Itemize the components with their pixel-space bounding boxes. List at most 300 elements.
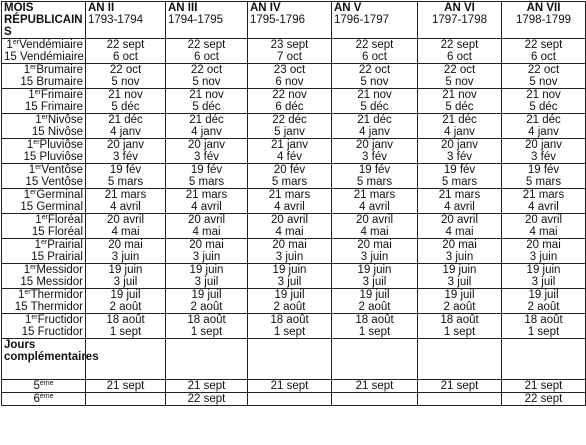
date-first-day: 21 mars (353, 189, 396, 201)
month-mid-day-label (4, 126, 83, 138)
date-cell (86, 214, 166, 239)
date-mid-day: 4 mai (111, 226, 140, 238)
date-mid-day: 4 mai (275, 226, 304, 238)
day-number: 15 (20, 201, 34, 213)
date-first-day: 22 sept (355, 39, 394, 51)
date-cell (166, 64, 248, 89)
month-mid-day-label (4, 151, 83, 163)
date-cell (86, 139, 166, 164)
header-year-an-ii (86, 2, 166, 39)
date-cell (418, 164, 502, 189)
month-first-day-label (4, 64, 83, 76)
month-row (2, 139, 586, 164)
month-name: Frimaire (40, 89, 83, 101)
date-mid-day: 4 mai (445, 226, 474, 238)
date-mid-day: 3 juin (192, 251, 221, 263)
day-number: 15 (4, 51, 17, 63)
date-mid-day: 3 juil (362, 276, 387, 288)
date-mid-day: 2 août (527, 301, 560, 313)
month-row (2, 214, 586, 239)
month-name: Brumaire (36, 76, 83, 88)
header-label-line: MOIS (4, 2, 34, 14)
date-mid-day: 3 juin (360, 251, 389, 263)
date-mid-day: 3 juin (275, 251, 304, 263)
month-name: Pluviôse (39, 139, 83, 151)
date-first-day: 21 nov (526, 89, 561, 101)
empty-cell (248, 339, 332, 380)
day-number: 15 (24, 101, 38, 113)
date-first-day: 19 juin (272, 264, 307, 276)
date-cell (502, 39, 586, 64)
date-mid-day: 4 fév (277, 151, 302, 163)
date-mid-day: 5 déc (192, 101, 221, 113)
month-mid-day-label (4, 176, 83, 188)
date-mid-day: 3 juin (111, 251, 140, 263)
date-cell (166, 214, 248, 239)
day-ordinal: er (40, 239, 48, 246)
date-cell (86, 314, 166, 339)
date-cell: 21 sept (86, 380, 166, 393)
date-first-day: 18 août (524, 314, 563, 326)
day-ordinal: er (41, 214, 48, 221)
date-first-day: 21 mars (268, 189, 311, 201)
day-ordinal: er (30, 64, 37, 71)
day-ordinal: er (12, 39, 20, 46)
month-label (2, 289, 86, 314)
month-first-day-label (4, 214, 83, 226)
year-name: AN V (334, 2, 362, 14)
date-cell (166, 314, 248, 339)
month-name: Floréal (47, 214, 83, 226)
month-label (2, 139, 86, 164)
date-first-day: 19 juil (274, 289, 305, 301)
date-cell (248, 189, 332, 214)
date-cell (166, 189, 248, 214)
day-number: 15 (21, 326, 35, 338)
year-range: 1794-1795 (168, 14, 223, 26)
date-mid-day: 1 sept (443, 326, 476, 338)
month-mid-day-label (4, 251, 83, 263)
month-mid-day-label (4, 201, 83, 213)
date-first-day: 20 avril (187, 214, 226, 226)
date-mid-day: 3 fév (447, 151, 472, 163)
date-first-day: 22 oct (190, 64, 223, 76)
date-mid-day: 1 sept (527, 326, 560, 338)
month-name: Ventôse (41, 164, 83, 176)
date-mid-day: 3 fév (113, 151, 138, 163)
month-first-day-label (4, 314, 83, 326)
complementary-header-row (2, 339, 586, 380)
date-mid-day: 4 janv (444, 126, 475, 138)
date-first-day: 18 août (355, 314, 394, 326)
day-ordinal: er (30, 264, 37, 271)
date-first-day: 22 nov (272, 89, 307, 101)
date-mid-day: 5 nov (445, 76, 474, 88)
date-cell (332, 139, 418, 164)
day-ordinal: ème (39, 393, 54, 400)
republican-calendar-table (1, 1, 586, 406)
date-first-day: 22 sept (106, 39, 145, 51)
date-first-day: 21 nov (442, 89, 477, 101)
date-cell (502, 264, 586, 289)
empty-cell (332, 339, 418, 380)
date-cell (502, 289, 586, 314)
month-name: Thermidor (30, 301, 83, 313)
month-name: Prairial (47, 251, 83, 263)
date-cell (502, 89, 586, 114)
date-first-day: 20 avril (524, 214, 563, 226)
month-name: Frimaire (40, 101, 83, 113)
date-first-day: 21 mars (522, 189, 565, 201)
date-first-day: 20 janv (106, 139, 145, 151)
date-mid-day: 4 avril (359, 201, 390, 213)
date-cell (332, 189, 418, 214)
date-cell (332, 89, 418, 114)
date-mid-day: 3 juil (531, 276, 556, 288)
month-first-day-label (4, 239, 83, 251)
month-label (2, 314, 86, 339)
date-cell (332, 289, 418, 314)
year-range: 1795-1796 (250, 14, 305, 26)
date-cell (248, 314, 332, 339)
date-cell: 21 sept (248, 380, 332, 393)
date-first-day: 22 déc (272, 114, 307, 126)
month-mid-day-label (4, 276, 83, 288)
date-mid-day: 4 janv (191, 126, 222, 138)
date-cell (86, 164, 166, 189)
day-number: 1 (23, 264, 31, 276)
day-ordinal: er (35, 164, 42, 171)
complementary-day-row (2, 380, 586, 393)
date-cell (332, 64, 418, 89)
date-mid-day: 5 nov (529, 76, 558, 88)
date-first-day: 19 juil (191, 289, 222, 301)
date-mid-day: 2 août (109, 301, 142, 313)
year-name: AN IV (250, 2, 281, 14)
month-label (2, 214, 86, 239)
header-year-an-v (332, 2, 418, 39)
date-first-day: 23 sept (270, 39, 309, 51)
date-cell (418, 214, 502, 239)
date-cell (502, 314, 586, 339)
month-row (2, 64, 586, 89)
header-month-label (2, 2, 86, 39)
date-cell (86, 264, 166, 289)
month-label (2, 39, 86, 64)
month-name: Fructidor (37, 314, 83, 326)
date-first-day: 23 oct (273, 64, 306, 76)
day-number: 15 (20, 276, 34, 288)
date-first-day: 21 mars (185, 189, 228, 201)
day-number: 5 (33, 380, 40, 392)
header-year-an-vi (418, 2, 502, 39)
date-first-day: 21 déc (357, 114, 392, 126)
month-mid-day-label (4, 101, 83, 113)
day-number: 1 (17, 289, 25, 301)
month-row (2, 89, 586, 114)
day-number: 6 (33, 393, 40, 405)
date-first-day: 19 juin (189, 264, 224, 276)
day-ordinal: er (31, 314, 38, 321)
date-first-day: 20 janv (355, 139, 394, 151)
day-number: 1 (34, 239, 41, 251)
month-name: Pluviôse (39, 151, 83, 163)
month-name: Nivôse (47, 126, 83, 138)
month-first-day-label (4, 164, 83, 176)
date-mid-day: 4 avril (110, 201, 141, 213)
date-first-day: 19 juin (357, 264, 392, 276)
date-cell (248, 393, 332, 406)
date-mid-day: 5 janv (274, 126, 305, 138)
date-first-day: 22 oct (443, 64, 476, 76)
date-cell (248, 64, 332, 89)
month-row (2, 164, 586, 189)
date-first-day: 19 juin (526, 264, 561, 276)
date-cell (332, 164, 418, 189)
month-mid-day-label (4, 226, 83, 238)
month-label (2, 239, 86, 264)
month-name: Vendémiaire (19, 39, 83, 51)
month-row (2, 114, 586, 139)
date-cell (86, 89, 166, 114)
day-number: 1 (26, 139, 34, 151)
date-cell: 22 sept (166, 393, 248, 406)
date-mid-day: 1 sept (109, 326, 142, 338)
date-mid-day: 6 oct (447, 51, 472, 63)
date-mid-day: 5 nov (360, 76, 389, 88)
date-cell (166, 239, 248, 264)
month-name: Brumaire (36, 64, 83, 76)
month-first-day-label (4, 89, 83, 101)
date-mid-day: 5 déc (529, 101, 558, 113)
date-first-day: 19 juil (528, 289, 559, 301)
date-cell (86, 393, 166, 406)
date-first-day: 21 déc (108, 114, 143, 126)
date-cell (166, 89, 248, 114)
day-number: 15 (31, 226, 45, 238)
date-first-day: 20 mai (108, 239, 143, 251)
day-number: 15 (14, 301, 28, 313)
date-cell (166, 139, 248, 164)
date-first-day: 20 janv (440, 139, 479, 151)
day-number: 15 (31, 126, 45, 138)
month-mid-day-label (4, 326, 83, 338)
date-mid-day: 6 déc (275, 101, 304, 113)
date-mid-day: 3 juil (447, 276, 472, 288)
day-number: 15 (31, 251, 44, 263)
year-range: 1796-1797 (334, 14, 389, 26)
month-row (2, 39, 586, 64)
date-first-day: 22 oct (527, 64, 560, 76)
date-first-day: 22 oct (109, 64, 142, 76)
date-cell (502, 64, 586, 89)
header-label-line: S (4, 26, 12, 38)
year-range: 1793-1794 (88, 14, 143, 26)
date-cell (502, 214, 586, 239)
date-cell (332, 214, 418, 239)
date-first-day: 21 nov (189, 89, 224, 101)
day-number: 15 (20, 76, 34, 88)
date-mid-day: 5 mars (356, 176, 393, 188)
date-cell (418, 314, 502, 339)
date-mid-day: 6 oct (531, 51, 556, 63)
date-mid-day: 5 mars (271, 176, 308, 188)
month-name: Ventôse (41, 176, 83, 188)
date-mid-day: 6 oct (113, 51, 138, 63)
complementary-days-label: Jours complémentaires (2, 339, 86, 380)
month-first-day-label (4, 264, 83, 276)
date-cell (166, 264, 248, 289)
day-number: 1 (23, 64, 31, 76)
date-mid-day: 6 oct (194, 51, 219, 63)
date-mid-day: 4 janv (110, 126, 141, 138)
date-first-day: 20 mai (442, 239, 477, 251)
month-name: Vendémiaire (20, 51, 84, 63)
date-cell (502, 189, 586, 214)
header-year-an-vii (502, 2, 586, 39)
date-cell (418, 264, 502, 289)
date-cell (332, 264, 418, 289)
date-cell (418, 189, 502, 214)
header-year-an-iii (166, 2, 248, 39)
header-row (2, 2, 586, 39)
date-first-day: 19 fév (358, 164, 391, 176)
date-cell (86, 114, 166, 139)
month-name: Floréal (47, 226, 83, 238)
date-first-day: 20 mai (189, 239, 224, 251)
date-first-day: 20 avril (270, 214, 309, 226)
date-cell (248, 239, 332, 264)
date-mid-day: 3 juil (194, 276, 219, 288)
date-mid-day: 7 oct (277, 51, 302, 63)
date-cell (248, 89, 332, 114)
day-number: 1 (23, 189, 31, 201)
date-first-day: 20 mai (357, 239, 392, 251)
date-cell (418, 64, 502, 89)
date-first-day: 21 déc (442, 114, 477, 126)
date-first-day: 21 déc (189, 114, 224, 126)
day-ordinal: ème (39, 380, 54, 387)
date-first-day: 22 sept (524, 39, 563, 51)
date-cell (502, 139, 586, 164)
month-mid-day-label (4, 51, 83, 63)
month-label (2, 89, 86, 114)
month-row (2, 289, 586, 314)
date-cell (332, 39, 418, 64)
date-first-day: 18 août (270, 314, 309, 326)
month-label (2, 164, 86, 189)
header-year-an-iv (248, 2, 332, 39)
month-name: Messidor (36, 264, 83, 276)
date-mid-day: 2 août (358, 301, 391, 313)
month-label (2, 64, 86, 89)
date-cell (86, 39, 166, 64)
complementary-day-label (2, 393, 86, 406)
date-cell (166, 114, 248, 139)
day-number: 1 (35, 114, 42, 126)
date-mid-day: 3 juil (277, 276, 302, 288)
date-mid-day: 3 juil (113, 276, 138, 288)
day-ordinal: er (34, 89, 41, 96)
month-label (2, 189, 86, 214)
date-cell (248, 264, 332, 289)
year-range: 1798-1799 (516, 14, 571, 26)
day-ordinal: er (24, 289, 31, 296)
date-cell (248, 289, 332, 314)
day-ordinal: er (33, 139, 40, 146)
date-first-day: 20 avril (106, 214, 145, 226)
year-name: AN VII (526, 2, 561, 14)
day-number: 1 (24, 314, 32, 326)
month-name: Prairial (47, 239, 83, 251)
month-first-day-label (4, 289, 83, 301)
date-first-day: 19 juil (359, 289, 390, 301)
date-cell (418, 114, 502, 139)
date-first-day: 22 sept (187, 39, 226, 51)
date-mid-day: 5 nov (192, 76, 221, 88)
date-mid-day: 5 mars (107, 176, 144, 188)
date-first-day: 19 fév (527, 164, 560, 176)
date-mid-day: 5 déc (111, 101, 140, 113)
date-cell: 22 sept (502, 393, 586, 406)
date-cell (418, 39, 502, 64)
date-first-day: 22 sept (440, 39, 479, 51)
empty-cell (502, 339, 586, 380)
day-number: 15 (25, 176, 39, 188)
date-first-day: 20 avril (355, 214, 394, 226)
date-mid-day: 1 sept (190, 326, 223, 338)
date-first-day: 21 nov (357, 89, 392, 101)
month-mid-day-label (4, 76, 83, 88)
date-cell (86, 289, 166, 314)
date-first-day: 20 janv (187, 139, 226, 151)
date-mid-day: 4 avril (274, 201, 305, 213)
date-cell: 21 sept (332, 380, 418, 393)
year-name: AN II (88, 2, 115, 14)
month-name: Fructidor (37, 326, 83, 338)
date-cell (86, 189, 166, 214)
date-cell (248, 114, 332, 139)
complementary-day-label (2, 380, 86, 393)
year-range: 1797-1798 (432, 14, 487, 26)
date-mid-day: 4 janv (359, 126, 390, 138)
date-mid-day: 4 mai (360, 226, 389, 238)
complementary-day-row (2, 393, 586, 406)
date-cell (86, 239, 166, 264)
date-cell (166, 164, 248, 189)
day-number: 1 (28, 164, 36, 176)
date-mid-day: 4 janv (528, 126, 559, 138)
date-mid-day: 5 déc (360, 101, 389, 113)
month-name: Germinal (36, 189, 83, 201)
date-mid-day: 3 juin (445, 251, 474, 263)
month-name: Thermidor (30, 289, 83, 301)
date-first-day: 21 mars (104, 189, 147, 201)
day-ordinal: er (41, 114, 48, 121)
date-mid-day: 5 mars (525, 176, 562, 188)
month-label (2, 114, 86, 139)
date-mid-day: 4 avril (191, 201, 222, 213)
date-first-day: 19 juil (444, 289, 475, 301)
date-first-day: 21 mars (438, 189, 481, 201)
date-first-day: 20 mai (526, 239, 561, 251)
date-cell (332, 393, 418, 406)
date-cell (418, 289, 502, 314)
year-name: AN III (168, 2, 198, 14)
date-mid-day: 3 juin (529, 251, 558, 263)
date-mid-day: 5 déc (445, 101, 474, 113)
date-first-day: 19 juil (110, 289, 141, 301)
